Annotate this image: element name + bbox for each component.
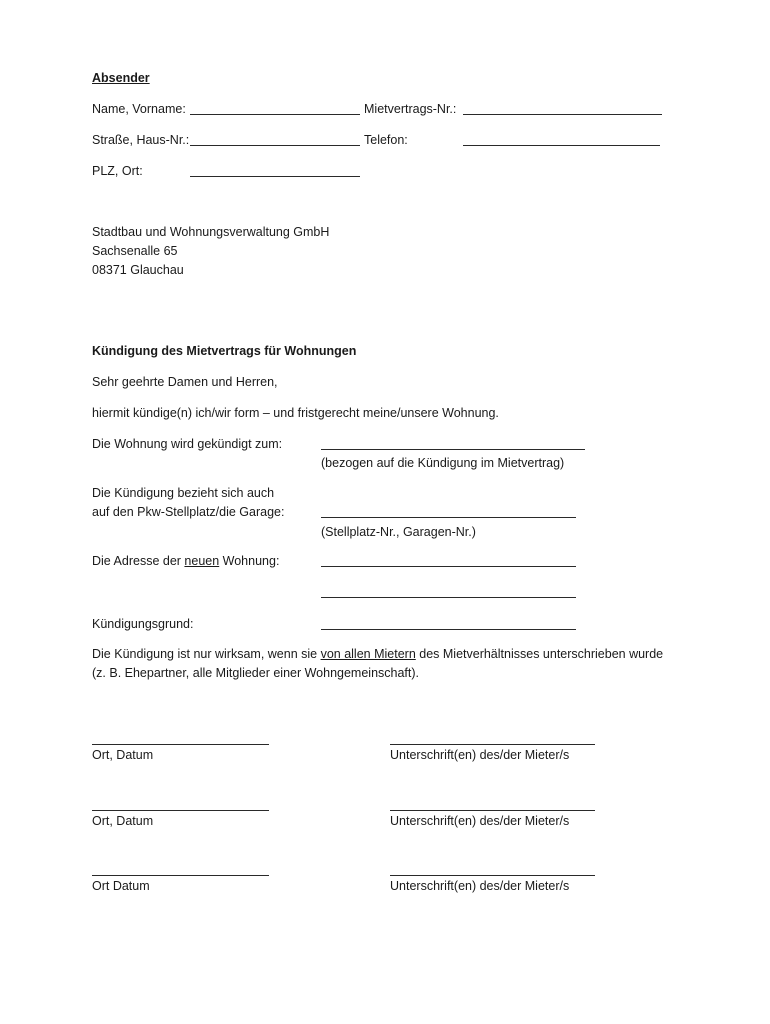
recipient-street: Sachsenalle 65 [92, 244, 178, 258]
parking-label-line-1: Die Kündigung bezieht sich auch [92, 486, 275, 500]
recipient-company: Stadtbau und Wohnungsverwaltung GmbH [92, 225, 330, 239]
contract-number-field-line[interactable] [463, 114, 662, 115]
termination-date-field-line[interactable] [321, 449, 585, 450]
new-address-label-post: Wohnung: [219, 554, 280, 568]
signature-line-1[interactable] [390, 744, 595, 745]
intro-text: hiermit kündige(n) ich/wir form – und fristgerecht meine/unsere Wohnung. [92, 406, 499, 420]
name-label: Name, Vorname: [92, 102, 186, 116]
new-address-field-line-1[interactable] [321, 566, 576, 567]
place-date-line-2[interactable] [92, 810, 269, 811]
new-address-label-underlined: neuen [184, 554, 220, 568]
street-field-line[interactable] [190, 145, 360, 146]
place-date-line-3[interactable] [92, 875, 269, 876]
phone-label: Telefon: [364, 133, 408, 147]
salutation: Sehr geehrte Damen und Herren, [92, 375, 278, 389]
signature-line-2[interactable] [390, 810, 595, 811]
signature-label-3: Unterschrift(en) des/der Mieter/s [390, 879, 570, 893]
reason-field-line[interactable] [321, 629, 576, 630]
parking-field-line[interactable] [321, 517, 576, 518]
parking-label-line-2: auf den Pkw-Stellplatz/die Garage: [92, 505, 285, 519]
validity-note-post: des Mietverhältnisses unterschrieben wurde (z. B. Ehepartner, alle Mitglieder einer Wohngemeinschaft). [92, 647, 664, 680]
new-address-label [92, 553, 279, 569]
validity-note-pre: Die Kündigung ist nur wirksam, wenn sie [92, 647, 321, 661]
name-field-line[interactable] [190, 114, 360, 115]
validity-note [92, 645, 672, 683]
city-label: PLZ, Ort: [92, 164, 143, 178]
city-field-line[interactable] [190, 176, 360, 177]
place-date-label-3: Ort Datum [92, 879, 150, 893]
validity-note-underlined: von allen Mietern [320, 647, 416, 661]
sender-heading: Absender [92, 71, 150, 85]
place-date-line-1[interactable] [92, 744, 269, 745]
phone-field-line[interactable] [463, 145, 660, 146]
new-address-label-pre: Die Adresse der [92, 554, 185, 568]
termination-date-hint: (bezogen auf die Kündigung im Mietvertrag) [321, 456, 565, 470]
signature-label-2: Unterschrift(en) des/der Mieter/s [390, 814, 570, 828]
recipient-city: 08371 Glauchau [92, 263, 184, 277]
signature-label-1: Unterschrift(en) des/der Mieter/s [390, 748, 570, 762]
parking-hint: (Stellplatz-Nr., Garagen-Nr.) [321, 525, 476, 539]
street-label: Straße, Haus-Nr.: [92, 133, 190, 147]
reason-label: Kündigungsgrund: [92, 617, 194, 631]
termination-date-label: Die Wohnung wird gekündigt zum: [92, 437, 283, 451]
place-date-label-2: Ort, Datum [92, 814, 154, 828]
new-address-field-line-2[interactable] [321, 597, 576, 598]
contract-number-label: Mietvertrags-Nr.: [364, 102, 457, 116]
place-date-label-1: Ort, Datum [92, 748, 154, 762]
letter-subject: Kündigung des Mietvertrags für Wohnungen [92, 344, 357, 358]
signature-line-3[interactable] [390, 875, 595, 876]
